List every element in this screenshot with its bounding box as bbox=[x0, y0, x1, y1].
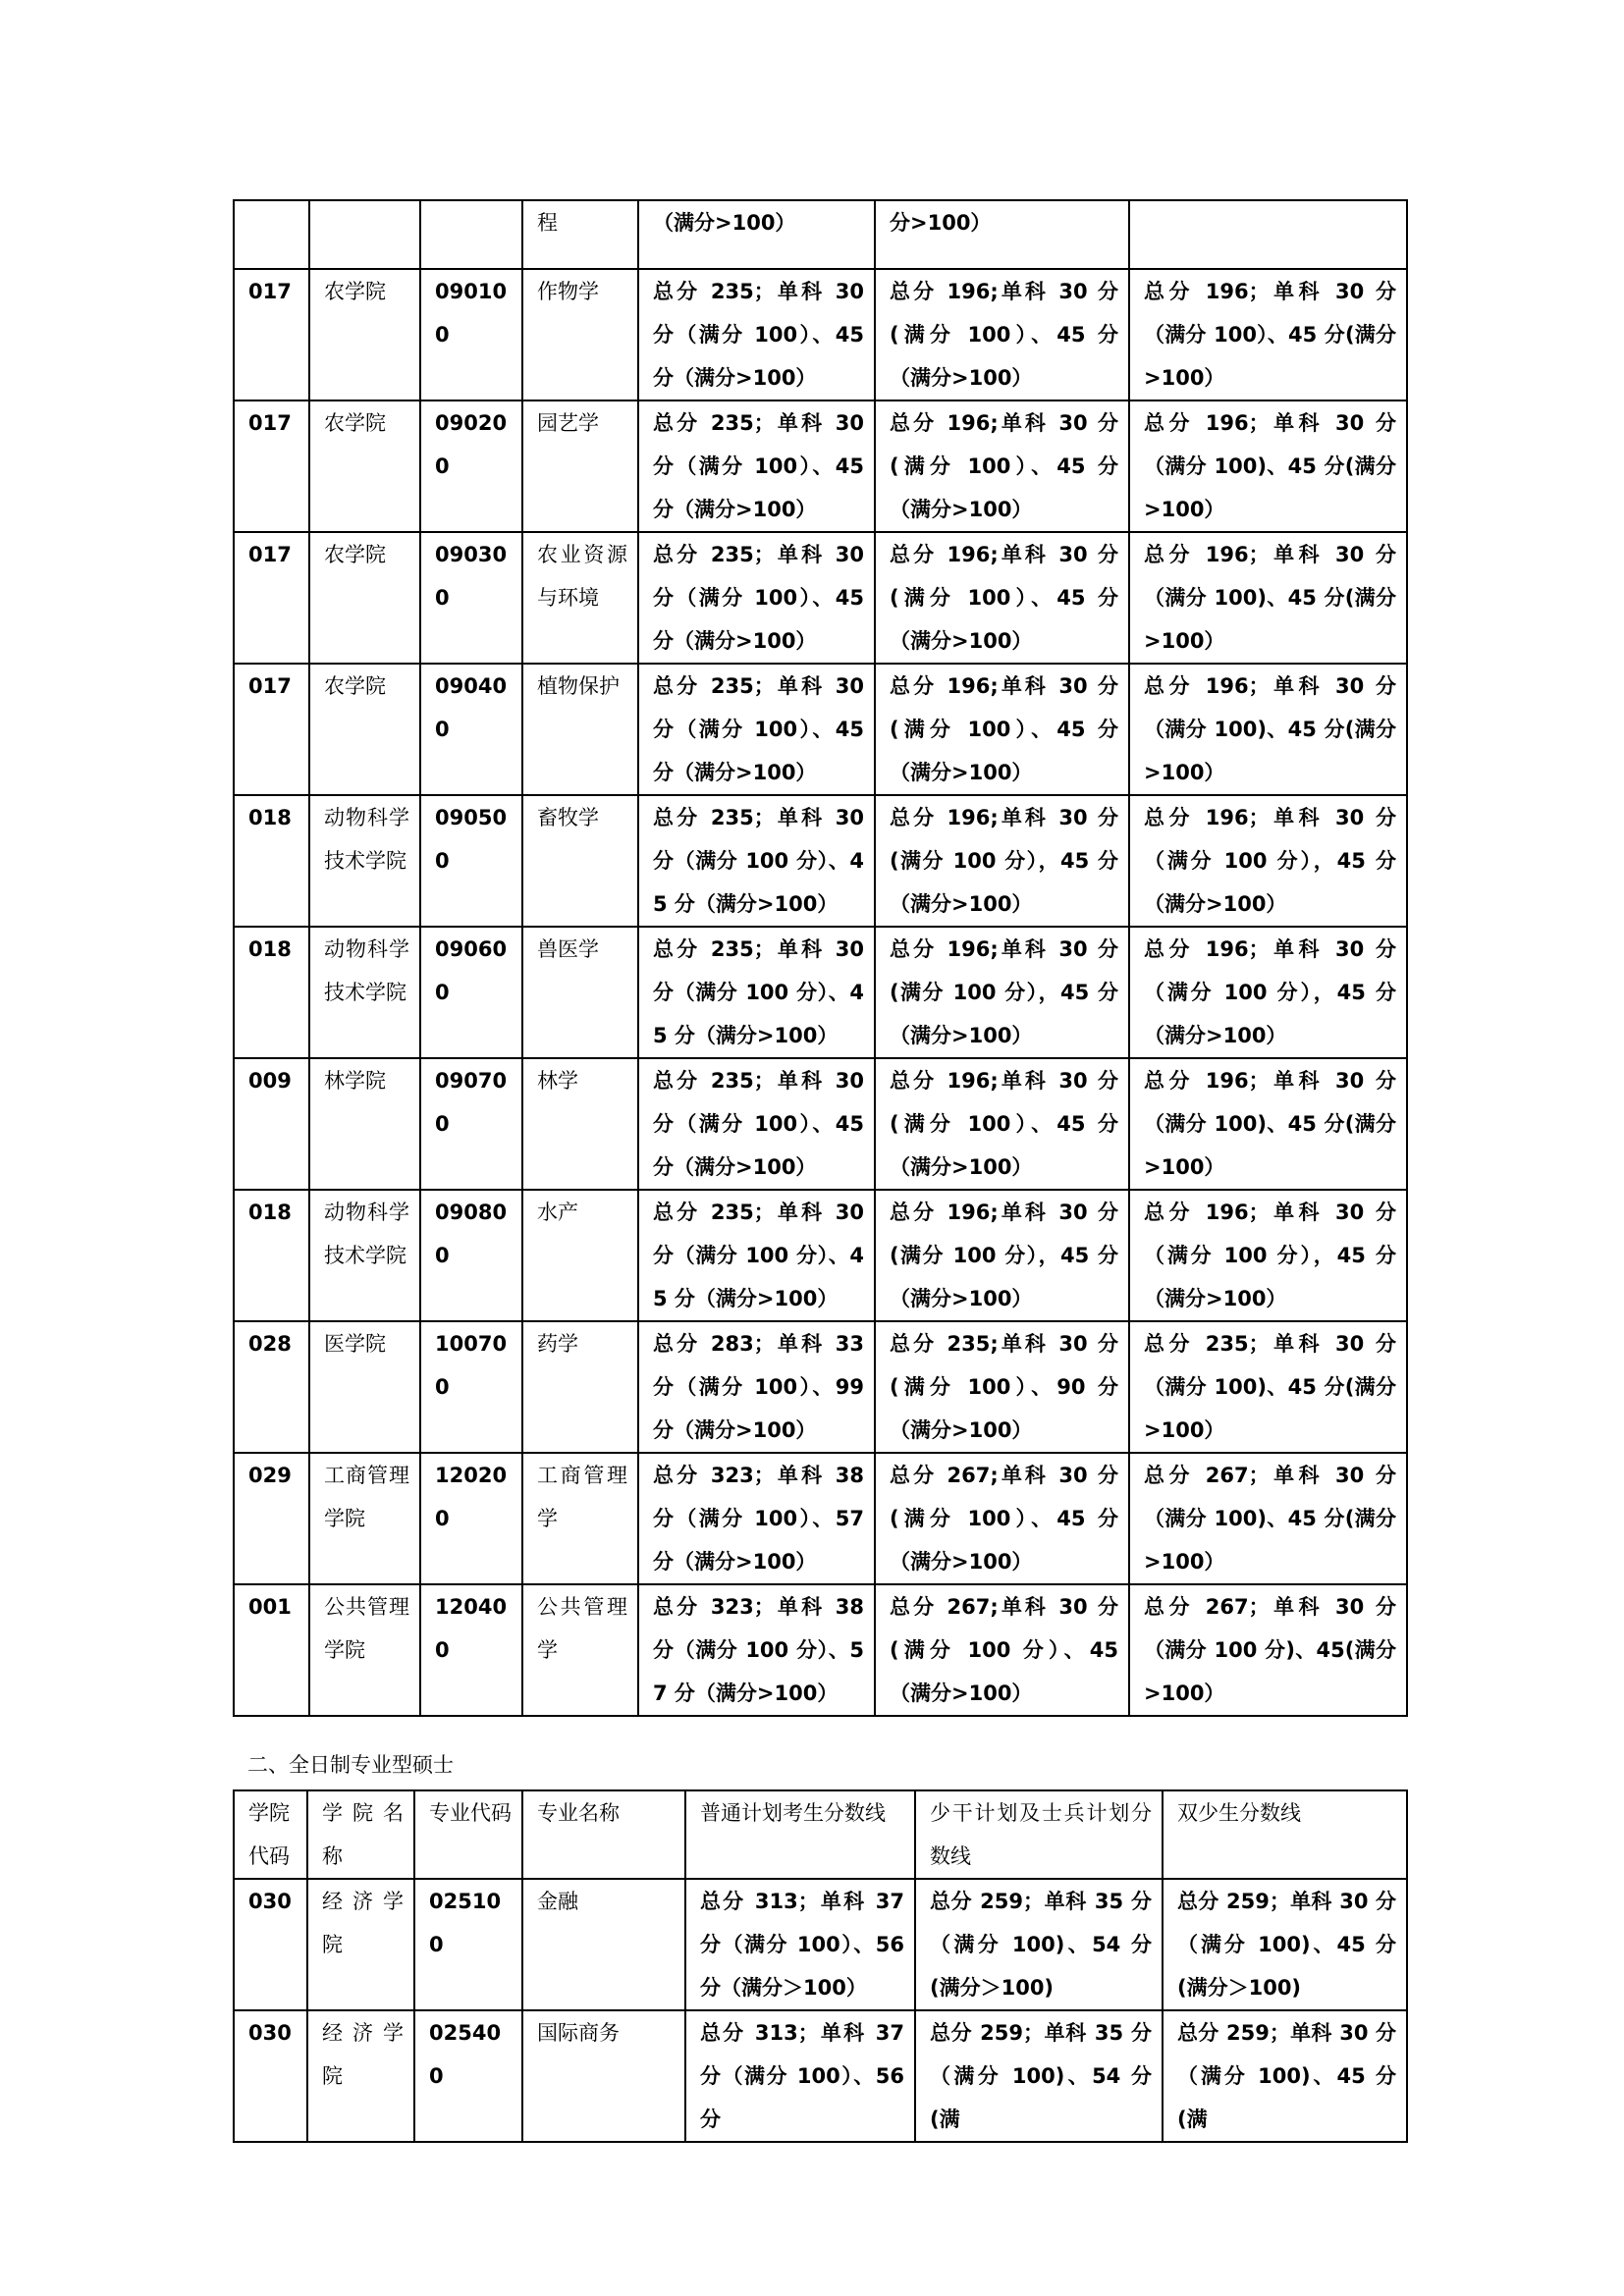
cell-double-score: 总分 196；单科 30 分（满分 100)、45 分(满分>100） bbox=[1129, 664, 1407, 795]
cell-college-name: 动物科学技术学院 bbox=[309, 795, 420, 927]
section-heading: 二、全日制专业型硕士 bbox=[247, 1753, 454, 1777]
cell-major-code: 025400 bbox=[414, 2010, 522, 2142]
cell-major-code: 090200 bbox=[420, 400, 522, 532]
table-row bbox=[234, 400, 1407, 532]
cell-normal-score: 总分 235；单科 30 分（满分 100 分）、45 分（满分>100） bbox=[638, 795, 875, 927]
cell-major-code: 090800 bbox=[420, 1190, 522, 1321]
cell-major-name: 畜牧学 bbox=[522, 795, 638, 927]
cell-cadre-score: 总分 267;单科 30 分(满分 100）、45 分（满分>100） bbox=[875, 1453, 1129, 1584]
cell-cadre-score: 总分 196;单科 30 分(满分 100 分），45 分（满分>100） bbox=[875, 1190, 1129, 1321]
cell-cadre-score: 总分 235;单科 30 分(满分 100）、90 分（满分>100） bbox=[875, 1321, 1129, 1453]
cell-normal-score: 总分 283；单科 33 分（满分 100）、99 分（满分>100） bbox=[638, 1321, 875, 1453]
table-row bbox=[234, 1190, 1407, 1321]
cell-double-score: 总分 267；单科 30 分（满分 100 分)、45(满分>100） bbox=[1129, 1584, 1407, 1716]
score-table-academic-body bbox=[234, 200, 1407, 1716]
cell-college-code: 018 bbox=[234, 1190, 309, 1321]
cell-college-name: 农学院 bbox=[309, 269, 420, 400]
cell-college-code: 028 bbox=[234, 1321, 309, 1453]
cell-major-name: 林学 bbox=[522, 1058, 638, 1190]
header-college-code: 学院代码 bbox=[234, 1790, 307, 1879]
header-major-code: 专业代码 bbox=[414, 1790, 522, 1879]
cell-college-name: 林学院 bbox=[309, 1058, 420, 1190]
cell-college-name: 农学院 bbox=[309, 532, 420, 664]
cell-normal-score: 总分 323；单科 38 分（满分 100 分）、57 分（满分>100） bbox=[638, 1584, 875, 1716]
cell-major-name: 园艺学 bbox=[522, 400, 638, 532]
cell-major-code: 120400 bbox=[420, 1584, 522, 1716]
cell-double-score: 总分 196；单科 30 分（满分 100)、45 分(满分>100） bbox=[1129, 532, 1407, 664]
cell-normal-score: 总分 235；单科 30 分（满分 100）、45 分（满分>100） bbox=[638, 532, 875, 664]
cell-major-code: 100700 bbox=[420, 1321, 522, 1453]
cell-major-name: 工商管理学 bbox=[522, 1453, 638, 1584]
header-cadre-score: 少干计划及士兵计划分数线 bbox=[915, 1790, 1163, 1879]
cell-college-code: 029 bbox=[234, 1453, 309, 1584]
cell-cadre-score: 总分 196;单科 30 分(满分 100 分），45 分（满分>100） bbox=[875, 927, 1129, 1058]
table-row bbox=[234, 1321, 1407, 1453]
header-college-name: 学院名称 bbox=[307, 1790, 414, 1879]
cell-double-score: 总分 259；单科 30 分（满分 100)、45 分(满 bbox=[1163, 2010, 1407, 2142]
cell-major-code: 090400 bbox=[420, 664, 522, 795]
cell-normal-score: 总分 235；单科 30 分（满分 100）、45 分（满分>100） bbox=[638, 400, 875, 532]
cell-cadre-score: 总分 267;单科 30 分(满分 100 分）、45（满分>100） bbox=[875, 1584, 1129, 1716]
score-table-professional bbox=[233, 1789, 1408, 2143]
table-row bbox=[234, 200, 1407, 269]
cell-double-score: 总分 196；单科 30 分（满分 100)、45 分(满分>100） bbox=[1129, 400, 1407, 532]
cell-double-score: 总分 235；单科 30 分（满分 100)、45 分(满分>100） bbox=[1129, 1321, 1407, 1453]
cell-cadre-score: 总分 259；单科 35 分（满分 100)、54 分(满分＞100) bbox=[915, 1879, 1163, 2010]
cell-normal-score: 总分 235；单科 30 分（满分 100）、45 分（满分>100） bbox=[638, 1058, 875, 1190]
cell-normal-score: 总分 235；单科 30 分（满分 100 分）、45 分（满分>100） bbox=[638, 1190, 875, 1321]
table-row bbox=[234, 2010, 1407, 2142]
table-row bbox=[234, 532, 1407, 664]
cell-normal-score: 总分 323；单科 38 分（满分 100）、57 分（满分>100） bbox=[638, 1453, 875, 1584]
cell-major-name: 公共管理学 bbox=[522, 1584, 638, 1716]
cell-college-code: 018 bbox=[234, 927, 309, 1058]
cell-cadre-score: 总分 196;单科 30 分(满分 100）、45 分（满分>100） bbox=[875, 269, 1129, 400]
cell-college-name: 公共管理学院 bbox=[309, 1584, 420, 1716]
cell-double-score: 总分 196；单科 30 分（满分 100 分），45 分（满分>100） bbox=[1129, 795, 1407, 927]
cell-college-code: 030 bbox=[234, 2010, 307, 2142]
cell-cadre-score: 总分 259；单科 35 分（满分 100)、54 分(满 bbox=[915, 2010, 1163, 2142]
cell-double-score bbox=[1129, 200, 1407, 269]
cell-college-code bbox=[234, 200, 309, 269]
table-row bbox=[234, 269, 1407, 400]
table-row bbox=[234, 1058, 1407, 1190]
cell-college-code: 017 bbox=[234, 269, 309, 400]
header-major-name: 专业名称 bbox=[522, 1790, 685, 1879]
cell-cadre-score: 总分 196;单科 30 分(满分 100）、45 分（满分>100） bbox=[875, 532, 1129, 664]
cell-cadre-score: 分>100） bbox=[875, 200, 1129, 269]
cell-college-name: 动物科学技术学院 bbox=[309, 1190, 420, 1321]
cell-double-score: 总分 259；单科 30 分（满分 100)、45 分(满分＞100) bbox=[1163, 1879, 1407, 2010]
cell-major-name: 作物学 bbox=[522, 269, 638, 400]
cell-college-code: 018 bbox=[234, 795, 309, 927]
cell-major-code: 090600 bbox=[420, 927, 522, 1058]
cell-college-code: 017 bbox=[234, 664, 309, 795]
cell-cadre-score: 总分 196;单科 30 分(满分 100）、45 分（满分>100） bbox=[875, 400, 1129, 532]
cell-normal-score: 总分 313；单科 37 分（满分 100）、56 分（满分＞100） bbox=[685, 1879, 915, 2010]
cell-college-name: 工商管理学院 bbox=[309, 1453, 420, 1584]
cell-major-code: 090100 bbox=[420, 269, 522, 400]
cell-double-score: 总分 196；单科 30 分（满分 100 分），45 分（满分>100） bbox=[1129, 927, 1407, 1058]
cell-college-code: 017 bbox=[234, 400, 309, 532]
cell-major-name: 药学 bbox=[522, 1321, 638, 1453]
cell-major-code bbox=[420, 200, 522, 269]
header-double-score: 双少生分数线 bbox=[1163, 1790, 1407, 1879]
cell-college-name: 经济学院 bbox=[307, 1879, 414, 2010]
cell-college-name bbox=[309, 200, 420, 269]
table-row bbox=[234, 1584, 1407, 1716]
cell-college-name: 经济学院 bbox=[307, 2010, 414, 2142]
cell-cadre-score: 总分 196;单科 30 分(满分 100）、45 分（满分>100） bbox=[875, 1058, 1129, 1190]
cell-college-name: 动物科学技术学院 bbox=[309, 927, 420, 1058]
cell-normal-score: （满分>100） bbox=[638, 200, 875, 269]
table-row bbox=[234, 795, 1407, 927]
cell-major-code: 090700 bbox=[420, 1058, 522, 1190]
cell-major-name: 植物保护 bbox=[522, 664, 638, 795]
cell-college-code: 001 bbox=[234, 1584, 309, 1716]
cell-major-name: 农业资源与环境 bbox=[522, 532, 638, 664]
cell-major-code: 120200 bbox=[420, 1453, 522, 1584]
cell-double-score: 总分 196；单科 30 分（满分 100)、45 分(满分>100） bbox=[1129, 1058, 1407, 1190]
table-row bbox=[234, 927, 1407, 1058]
cell-major-name: 金融 bbox=[522, 1879, 685, 2010]
table-header-row bbox=[234, 1790, 1407, 1879]
cell-cadre-score: 总分 196;单科 30 分(满分 100 分），45 分（满分>100） bbox=[875, 795, 1129, 927]
cell-major-code: 090300 bbox=[420, 532, 522, 664]
cell-cadre-score: 总分 196;单科 30 分(满分 100）、45 分（满分>100） bbox=[875, 664, 1129, 795]
cell-college-name: 农学院 bbox=[309, 400, 420, 532]
cell-major-code: 025100 bbox=[414, 1879, 522, 2010]
cell-double-score: 总分 267；单科 30 分（满分 100)、45 分(满分>100） bbox=[1129, 1453, 1407, 1584]
score-table-professional-body bbox=[234, 1879, 1407, 2142]
cell-college-name: 农学院 bbox=[309, 664, 420, 795]
cell-double-score: 总分 196；单科 30 分（满分 100 分），45 分（满分>100） bbox=[1129, 1190, 1407, 1321]
table-row bbox=[234, 1453, 1407, 1584]
table-row bbox=[234, 664, 1407, 795]
cell-college-code: 009 bbox=[234, 1058, 309, 1190]
cell-normal-score: 总分 235；单科 30 分（满分 100 分）、45 分（满分>100） bbox=[638, 927, 875, 1058]
cell-normal-score: 总分 235；单科 30 分（满分 100）、45 分（满分>100） bbox=[638, 664, 875, 795]
cell-normal-score: 总分 235；单科 30 分（满分 100）、45 分（满分>100） bbox=[638, 269, 875, 400]
cell-college-name: 医学院 bbox=[309, 1321, 420, 1453]
cell-major-code: 090500 bbox=[420, 795, 522, 927]
cell-college-code: 030 bbox=[234, 1879, 307, 2010]
cell-double-score: 总分 196；单科 30 分（满分 100）、45 分(满分>100） bbox=[1129, 269, 1407, 400]
score-table-academic bbox=[233, 199, 1408, 1717]
header-normal-score: 普通计划考生分数线 bbox=[685, 1790, 915, 1879]
cell-major-name: 国际商务 bbox=[522, 2010, 685, 2142]
cell-major-name: 水产 bbox=[522, 1190, 638, 1321]
cell-major-name: 程 bbox=[522, 200, 638, 269]
table-row bbox=[234, 1879, 1407, 2010]
cell-major-name: 兽医学 bbox=[522, 927, 638, 1058]
cell-normal-score: 总分 313；单科 37 分（满分 100）、56 分 bbox=[685, 2010, 915, 2142]
cell-college-code: 017 bbox=[234, 532, 309, 664]
